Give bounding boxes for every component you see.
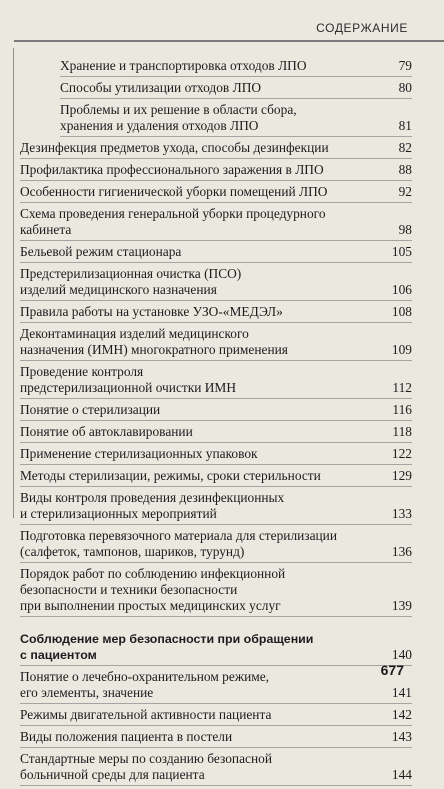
toc-entry [20, 184, 412, 203]
toc-entry-page-number: 105 [391, 244, 412, 259]
toc-entry-title-line: хранения и удаления отходов ЛПО [60, 118, 259, 133]
page-number: 677 [380, 662, 404, 678]
toc-entry-title-line: Виды контроля проведения дезинфекционных [20, 490, 285, 505]
toc-entry-page-number: 143 [391, 729, 412, 744]
toc-entry-title-line: Хранение и транспортировка отходов ЛПО [60, 58, 307, 73]
group-heading [20, 631, 412, 666]
toc-entry-page-number: 139 [391, 598, 412, 613]
toc-entry [20, 566, 412, 617]
toc-entry [20, 140, 412, 159]
toc-entry [20, 162, 412, 181]
toc-entry-title-line: Понятие о лечебно-охранительном режиме, [20, 669, 270, 684]
toc-entry-title-line: Способы утилизации отходов ЛПО [60, 80, 262, 95]
toc-entry-title-line: изделий медицинского назначения [20, 282, 217, 297]
toc-entry-title-line: Проведение контроля [20, 364, 144, 379]
group-heading-line-2: с пациентом [20, 648, 97, 662]
toc-entry-title-line: безопасности и техники безопасности [20, 582, 238, 597]
toc-entry [20, 326, 412, 361]
group-heading-line-1: Соблюдение мер безопасности при обращении [20, 632, 314, 646]
toc-entry-title-line: (салфеток, тампонов, шариков, турунд) [20, 544, 245, 559]
toc-entry-title-line: Предстерилизационная очистка (ПСО) [20, 266, 242, 281]
toc-entry-title-line: Порядок работ по соблюдению инфекционной [20, 566, 286, 581]
toc-entry [60, 102, 412, 137]
toc-entry-title-line: Стандартные меры по созданию безопасной [20, 751, 272, 766]
toc-entry [20, 528, 412, 563]
section-title: СОДЕРЖАНИЕ [316, 21, 408, 35]
running-header [14, 0, 444, 42]
toc-entry-page-number: 141 [391, 685, 412, 700]
toc-entry-title-line: Применение стерилизационных упаковок [20, 446, 258, 461]
toc-entry [20, 707, 412, 726]
toc-entry-title-line: Профилактика профессионального заражения в ЛПО [20, 162, 324, 177]
toc-entry [20, 402, 412, 421]
group-entries [20, 669, 412, 786]
toc-entry [20, 751, 412, 786]
toc-entry [20, 206, 412, 241]
toc-entry-title-line: Дезинфекция предметов ухода, способы дезинфекции [20, 140, 329, 155]
toc-entry [20, 446, 412, 465]
toc-entry-title-line: Бельевой режим стационара [20, 244, 182, 259]
toc-entry-title-line: Проблемы и их решение в области сбора, [60, 102, 297, 117]
group-page-number: 140 [391, 647, 412, 662]
toc-entry-page-number: 116 [392, 402, 412, 417]
toc-entry-title-line: Схема проведения генеральной уборки процедурного [20, 206, 326, 221]
toc-entry-title-line: кабинета [20, 222, 72, 237]
toc-entry [20, 468, 412, 487]
toc-entry-page-number: 81 [398, 118, 412, 133]
toc-entry-page-number: 144 [391, 767, 412, 782]
toc-entry [60, 80, 412, 99]
toc-entry-title-line: предстерилизационной очистки ИМН [20, 380, 237, 395]
toc-entry-page-number: 80 [398, 80, 412, 95]
toc-entry-page-number: 136 [391, 544, 412, 559]
toc-entry-title-line: Особенности гигиенической уборки помещений ЛПО [20, 184, 328, 199]
toc-entry-page-number: 108 [391, 304, 412, 319]
toc-entry-page-number: 112 [392, 380, 412, 395]
toc-entry-title-line: Понятие о стерилизации [20, 402, 161, 417]
toc-entry-title-line: Режимы двигательной активности пациента [20, 707, 272, 722]
toc-entry [60, 58, 412, 77]
toc-entry-title-line: больничной среды для пациента [20, 767, 205, 782]
toc-entry [20, 729, 412, 748]
toc-entry-title-line: Понятие об автоклавировании [20, 424, 193, 439]
toc-entry-page-number: 109 [391, 342, 412, 357]
toc-entry-title-line: Виды положения пациента в постели [20, 729, 233, 744]
toc-entry [20, 266, 412, 301]
toc-entry-page-number: 79 [398, 58, 412, 73]
toc-entry-page-number: 82 [398, 140, 412, 155]
toc-entry-title-line: Методы стерилизации, режимы, сроки стерильности [20, 468, 321, 483]
toc-entry-title-line: при выполнении простых медицинских услуг [20, 598, 281, 613]
toc-entry [20, 424, 412, 443]
toc-entries [20, 58, 412, 617]
toc-entry [20, 304, 412, 323]
toc-entry-title-line: Правила работы на установке УЗО-«МЕДЭЛ» [20, 304, 283, 319]
toc-entry-page-number: 142 [391, 707, 412, 722]
toc-entry-page-number: 129 [391, 468, 412, 483]
toc-entry-page-number: 133 [391, 506, 412, 521]
toc-entry-title-line: Подготовка перевязочного материала для стерилизации [20, 528, 338, 543]
toc-entry-page-number: 88 [398, 162, 412, 177]
margin-rule [13, 48, 14, 518]
table-of-contents [20, 58, 412, 789]
toc-entry-page-number: 98 [398, 222, 412, 237]
toc-entry [20, 490, 412, 525]
toc-entry [20, 364, 412, 399]
toc-entry-page-number: 122 [391, 446, 412, 461]
toc-entry-title-line: и стерилизационных мероприятий [20, 506, 217, 521]
toc-entry-title-line: Деконтаминация изделий медицинского [20, 326, 249, 341]
toc-entry [20, 669, 412, 704]
toc-entry-title-line: его элементы, значение [20, 685, 154, 700]
toc-entry-page-number: 92 [398, 184, 412, 199]
toc-entry [20, 244, 412, 263]
toc-entry-title-line: назначения (ИМН) многократного применения [20, 342, 288, 357]
toc-entry-page-number: 118 [392, 424, 412, 439]
toc-entry-page-number: 106 [391, 282, 412, 297]
